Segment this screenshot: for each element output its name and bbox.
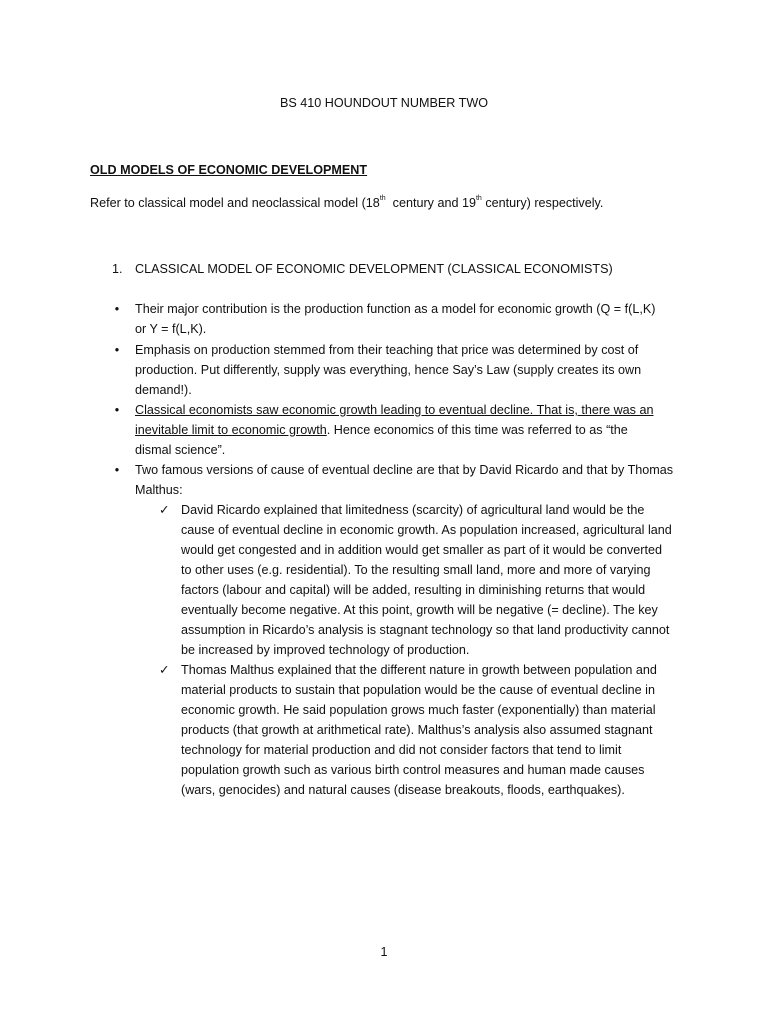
bullet-line: Their major contribution is the production function as a model for economic growth (Q = f(L,K)	[135, 302, 656, 316]
subpoint-line: technology for material production and did not consider factors that tend to limit	[181, 743, 622, 757]
subpoint-line: would get congested and in addition would get smaller as part of it would be converted	[181, 543, 662, 557]
bullet-line: production. Put differently, supply was everything, hence Say’s Law (supply creates its own	[135, 363, 642, 377]
document-title: BS 410 HOUNDOUT NUMBER TWO	[279, 96, 489, 110]
subpoint-line: David Ricardo explained that limitedness (scarcity) of agricultural land would be the	[181, 503, 645, 517]
page-number: 1	[380, 945, 388, 959]
subpoint-line: products (that growth at arithmetical rate). Malthus’s analysis also assumed stagnant	[181, 723, 653, 737]
check-subpoint-1	[0, 500, 672, 660]
subpoint-line: Thomas Malthus explained that the different nature in growth between population and	[181, 663, 657, 677]
subpoint-line: eventually become negative. At this point, growth will be negative (= decline). The key	[181, 603, 658, 617]
subpoint-line: assumption in Ricardo’s analysis is stagnant technology so that land productivity cannot	[181, 623, 670, 637]
subpoint-line: to other uses (e.g. residential). To the resulting small land, more and more of varying	[181, 563, 651, 577]
bullet-line: Emphasis on production stemmed from their teaching that price was determined by cost of	[135, 343, 639, 357]
bullet-item-1	[90, 299, 655, 339]
subpoint-line: cause of eventual decline in economic growth. As population increased, agricultural land	[181, 523, 672, 537]
intro-sup-2: th	[475, 195, 482, 202]
bullet-glyph: •	[114, 343, 120, 357]
bullet-line: Malthus:	[135, 483, 183, 497]
bullet-item-3	[90, 400, 653, 460]
bullet-line: or Y = f(L,K).	[135, 322, 207, 336]
intro-text-a: Refer to classical model and neoclassical model (18	[90, 196, 380, 210]
subpoint-line: economic growth. He said population grows much faster (exponentially) than material	[181, 703, 656, 717]
bullet-glyph: •	[114, 463, 120, 477]
intro-text-b: century and 19	[385, 196, 476, 210]
bullet-line: dismal science”.	[135, 443, 226, 457]
bullet-line	[135, 420, 653, 440]
intro-text-c: century) respectively.	[481, 196, 604, 210]
checkmark-icon: ✓	[159, 503, 170, 517]
bullet-line: demand!).	[135, 383, 192, 397]
bullet-line	[135, 400, 653, 420]
section-heading: OLD MODELS OF ECONOMIC DEVELOPMENT	[90, 163, 368, 177]
bullet-glyph: •	[114, 302, 120, 316]
subpoint-line: material products to sustain that population would be the cause of eventual decline in	[181, 683, 655, 697]
bullet-glyph: •	[114, 403, 120, 417]
check-subpoint-2	[0, 660, 657, 800]
subpoint-line: population growth such as various birth control measures and human made causes	[181, 763, 645, 777]
list-number: 1.	[112, 262, 123, 276]
subpoint-line: be increased by improved technology of production.	[181, 643, 470, 657]
bullet-line: Two famous versions of cause of eventual decline are that by David Ricardo and that by Thomas	[135, 463, 674, 477]
subpoint-line: factors (labour and capital) will be added, resulting in diminishing returns that would	[181, 583, 646, 597]
checkmark-icon: ✓	[159, 663, 170, 677]
subpoint-line: (wars, genocides) and natural causes (disease breakouts, floods, earthquakes).	[181, 783, 625, 797]
bullet-text: . Hence economics of this time was referred to as “the	[326, 423, 628, 437]
numbered-list-item	[112, 259, 613, 279]
underlined-text: inevitable limit to economic growth	[135, 423, 327, 437]
underlined-text: Classical economists saw economic growth leading to eventual decline. That is, there was an	[135, 403, 654, 417]
bullet-item-4	[90, 460, 673, 500]
bullet-item-2	[90, 340, 641, 400]
intro-sup-1: th	[379, 195, 386, 202]
list-item-text: CLASSICAL MODEL OF ECONOMIC DEVELOPMENT (CLASSICAL ECONOMISTS)	[135, 262, 613, 276]
intro-paragraph	[90, 193, 603, 213]
